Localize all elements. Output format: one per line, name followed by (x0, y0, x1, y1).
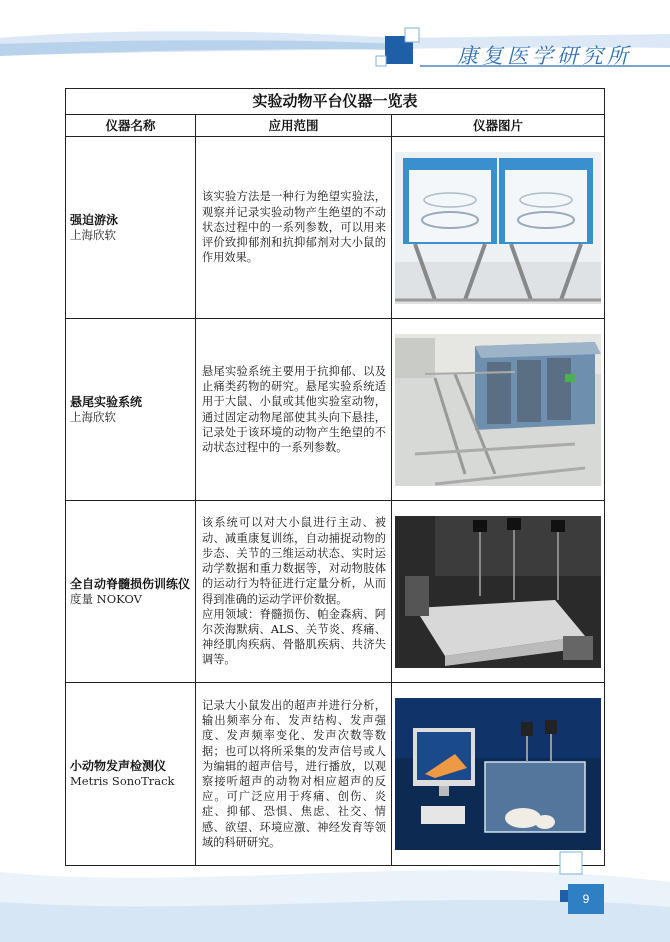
page-number: 9 (568, 884, 604, 914)
table-header (66, 115, 604, 137)
instrument-description: 记录大小鼠发出的超声并进行分析，输出频率分布、发声结构、发声强度、发声频率变化、发声次数等数据；也可以将所采集的发声信号或人为编辑的超声信号，进行播放，以观察接听超声的动物对相应超声的反应。可广泛应用于疼痛、创伤、炎症、抑郁、恐惧、焦虑、社交、情感、欲望、环境应激、神经发育等领域的科研研究。 (202, 698, 386, 849)
instrument-description: 悬尾实验系统主要用于抗抑郁、以及止痛类药物的研究。悬尾实验系统适用于大鼠、小鼠或其他实验室动物，通过固定动物尾部使其头向下悬挂，记录处于该环境的动物产生绝望的不动状态过程中的一系列参数。 (202, 364, 386, 454)
institute-title: 康复医学研究所 (457, 44, 632, 68)
vocalization-detector-photo (395, 698, 601, 850)
instrument-name-cell (66, 319, 196, 500)
description-cell (196, 137, 392, 318)
table-row (66, 501, 604, 683)
instrument-name-cell (66, 501, 196, 682)
instrument-name: 小动物发声检测仪 (70, 759, 167, 773)
column-header-image: 仪器图片 (472, 118, 523, 133)
instrument-maker: 上海欣软 (70, 409, 116, 424)
instrument-maker: 度量 NOKOV (70, 591, 142, 606)
image-cell (392, 137, 604, 318)
description-cell (196, 319, 392, 500)
instrument-description: 该实验方法是一种行为绝望实验法，观察并记录实验动物产生绝望的不动状态过程中的一系列参数，可以用来评价致抑郁剂和抗抑郁剂对大小鼠的作用效果。 (202, 190, 386, 265)
spinal-trainer-photo (395, 516, 601, 668)
instrument-name: 强迫游泳 (70, 212, 119, 227)
instrument-table (65, 88, 605, 866)
image-cell (392, 501, 604, 682)
table-row (66, 137, 604, 319)
instrument-description: 该系统可以对大小鼠进行主动、被动、减重康复训练，自动捕捉动物的步态、关节的三维运动状态、实时运动学数据和重力数据等，对动物肢体的运动行为特征进行定量分析，从而得到准确的运动学评价数据。 应用领域：脊髓损伤、帕金森病、阿尔茨海默病、ALS、关节炎、疼痛、神经肌肉疾病、骨骼肌疾病、共济失调等。 (202, 516, 386, 667)
description-cell (196, 501, 392, 682)
table-row (66, 319, 604, 501)
instrument-maker: 上海欣软 (70, 227, 116, 242)
instrument-name-cell (66, 137, 196, 318)
image-cell (392, 319, 604, 500)
column-header-scope: 应用范围 (196, 115, 392, 136)
table-title: 实验动物平台仪器一览表 (66, 89, 604, 115)
tail-suspension-photo (395, 334, 601, 486)
instrument-maker: Metris SonoTrack (70, 774, 175, 788)
instrument-name: 全自动脊髓损伤训练仪 (70, 576, 191, 591)
forced-swim-photo (395, 152, 601, 304)
column-header-name: 仪器名称 (66, 115, 196, 136)
instrument-name: 悬尾实验系统 (70, 394, 143, 409)
